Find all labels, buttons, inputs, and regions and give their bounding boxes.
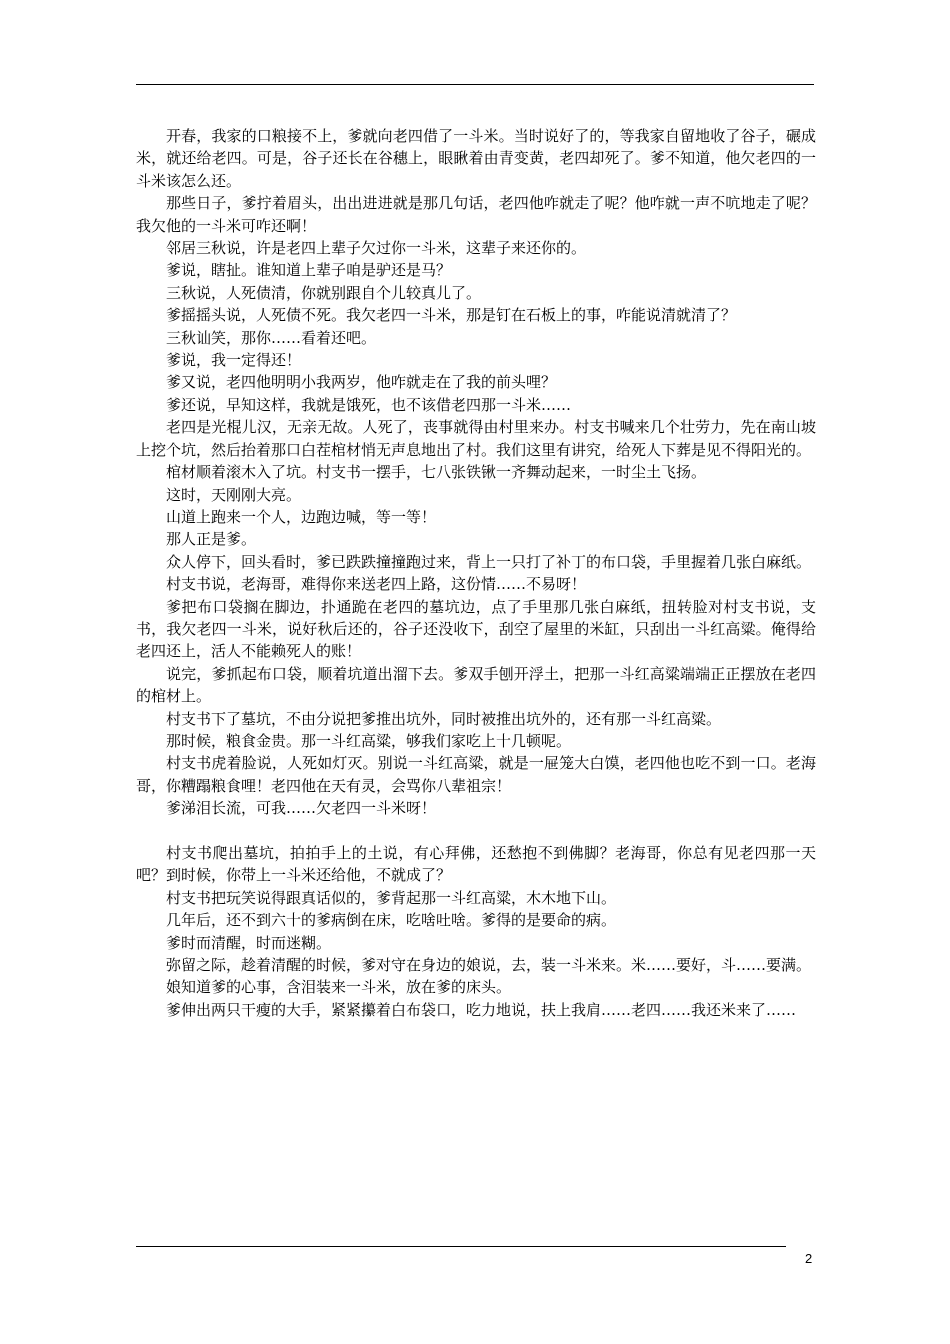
paragraph: 弥留之际，趁着清醒的时候，爹对守在身边的娘说，去，装一斗米来。米……要好，斗……要满。 bbox=[166, 956, 812, 975]
footer-rule bbox=[136, 1246, 786, 1247]
paragraph: 那人正是爹。 bbox=[166, 530, 257, 549]
paragraph: 村支书虎着脸说，人死如灯灭。别说一斗红高粱，就是一屉笼大白馍，老四他也吃不到一口。老海哥，你糟蹋粮食哩！老四他在天有灵，会骂你八辈祖宗！ bbox=[136, 754, 816, 795]
paragraph: 娘知道爹的心事，含泪装来一斗米，放在爹的床头。 bbox=[166, 978, 512, 997]
paragraph: 村支书说，老海哥，难得你来送老四上路，这份情……不易呀！ bbox=[166, 575, 587, 594]
paragraph: 山道上跑来一个人，边跑边喊，等一等！ bbox=[166, 507, 437, 526]
paragraph: 邻居三秋说，许是老四上辈子欠过你一斗米，这辈子来还你的。 bbox=[166, 239, 587, 258]
paragraph: 村支书下了墓坑，不由分说把爹推出坑外，同时被推出坑外的，还有那一斗红高粱。 bbox=[166, 709, 722, 728]
paragraph: 爹把布口袋搁在脚边，扑通跪在老四的墓坑边，点了手里那几张白麻纸，扭转脸对村支书说，支书，我欠老四一斗米，说好秋后还的，谷子还没收下，刮空了屋里的米缸，只刮出一斗红高粱。俺得给老四还上，活人不能赖死人的账！ bbox=[136, 597, 816, 661]
paragraph: 这时，天刚刚大亮。 bbox=[166, 485, 302, 504]
paragraph: 爹涕泪长流，可我……欠老四一斗米呀！ bbox=[166, 799, 437, 818]
paragraph: 爹说，瞎扯。谁知道上辈子咱是驴还是马？ bbox=[166, 261, 452, 280]
paragraph: 爹时而清醒，时而迷糊。 bbox=[166, 933, 332, 952]
paragraph: 那时候，粮食金贵。那一斗红高粱，够我们家吃上十几顿呢。 bbox=[166, 731, 572, 750]
paragraph: 村支书爬出墓坑，拍拍手上的土说，有心拜佛，还愁抱不到佛脚？老海哥，你总有见老四那一天吧？到时候，你带上一斗米还给他，不就成了？ bbox=[136, 843, 816, 885]
paragraph: 爹又说，老四他明明小我两岁，他咋就走在了我的前头哩？ bbox=[166, 373, 557, 392]
paragraph: 几年后，还不到六十的爹病倒在床，吃啥吐啥。爹得的是要命的病。 bbox=[166, 911, 617, 930]
page-number: 2 bbox=[805, 1251, 813, 1266]
paragraph: 爹摇摇头说，人死债不死。我欠老四一斗米，那是钉在石板上的事，咋能说清就清了？ bbox=[166, 306, 737, 325]
paragraph: 棺材顺着滚木入了坑。村支书一摆手，七八张铁锹一齐舞动起来，一时尘土飞扬。 bbox=[166, 463, 707, 482]
paragraph: 那些日子，爹拧着眉头，出出进进就是那几句话，老四他咋就走了呢？他咋就一声不吭地走了呢？我欠他的一斗米可咋还啊！ bbox=[136, 194, 816, 235]
paragraph: 爹伸出两只干瘦的大手，紧紧攥着白布袋口，吃力地说，扶上我肩……老四……我还米来了…… bbox=[166, 1000, 797, 1019]
paragraph: 爹说，我一定得还！ bbox=[166, 351, 302, 370]
paragraph: 众人停下，回头看时，爹已跌跌撞撞跑过来，背上一只打了补丁的布口袋，手里握着几张白麻纸。 bbox=[166, 552, 812, 571]
article-body bbox=[136, 125, 816, 1021]
paragraph: 爹还说，早知这样，我就是饿死，也不该借老四那一斗米…… bbox=[166, 395, 572, 414]
paragraph: 村支书把玩笑说得跟真话似的，爹背起那一斗红高粱，木木地下山。 bbox=[166, 888, 617, 907]
paragraph: 三秋说，人死债清，你就别跟自个儿较真儿了。 bbox=[166, 283, 482, 302]
paragraph: 老四是光棍儿汉，无亲无故。人死了，丧事就得由村里来办。村支书喊来几个壮劳力，先在南山坡上挖个坑，然后抬着那口白茬棺材悄无声息地出了村。我们这里有讲究，给死人下葬是见不得阳光的。 bbox=[136, 418, 816, 459]
blank-line bbox=[136, 820, 816, 842]
paragraph: 三秋讪笑，那你……看着还吧。 bbox=[166, 328, 377, 347]
paragraph: 说完，爹抓起布口袋，顺着坑道出溜下去。爹双手刨开浮土，把那一斗红高粱端端正正摆放在老四的棺材上。 bbox=[136, 664, 816, 706]
header-rule bbox=[136, 84, 814, 85]
paragraph: 开春，我家的口粮接不上，爹就向老四借了一斗米。当时说好了的，等我家自留地收了谷子，碾成米，就还给老四。可是，谷子还长在谷穗上，眼瞅着由青变黄，老四却死了。爹不知道，他欠老四的一斗米该怎么还。 bbox=[136, 127, 816, 190]
